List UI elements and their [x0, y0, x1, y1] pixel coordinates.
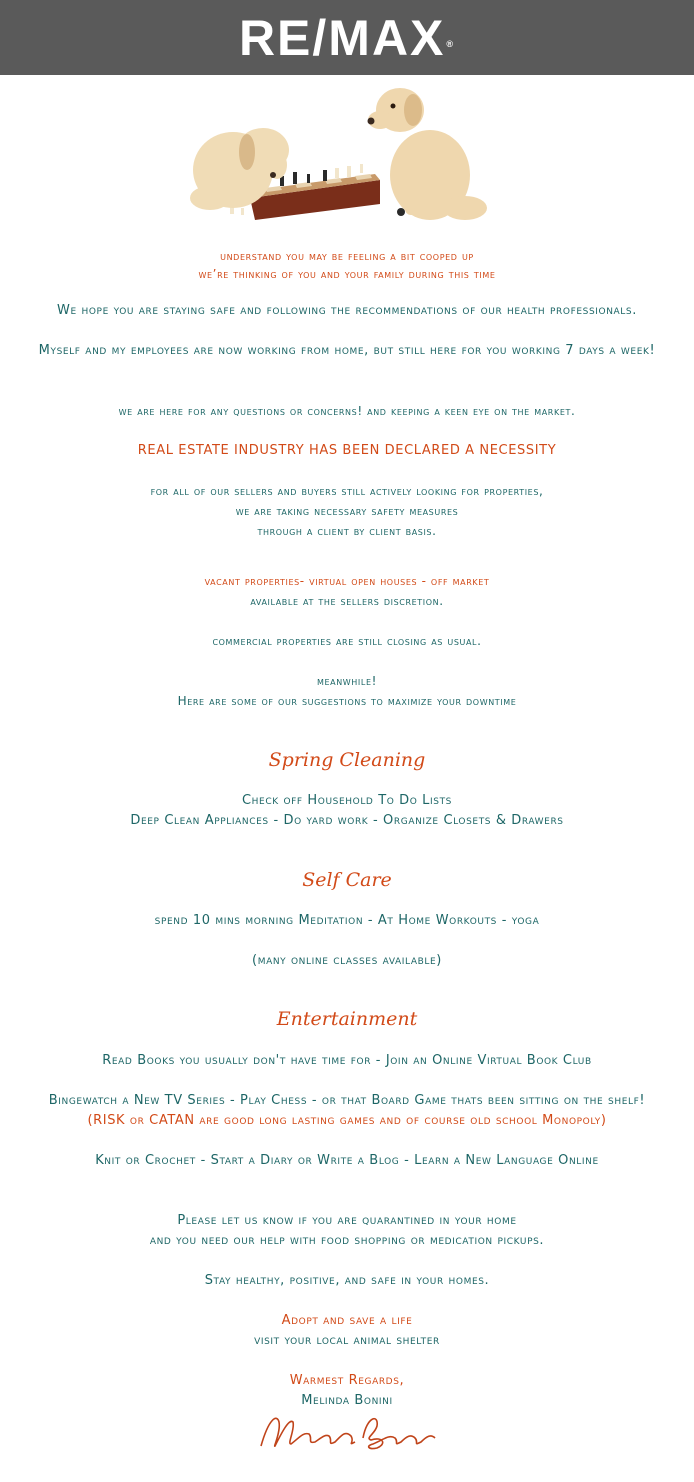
header-bar — [0, 0, 694, 75]
signature-image — [255, 1408, 445, 1458]
industry-line-1: for all of our sellers and buyers still actively looking for properties, — [150, 484, 544, 498]
logo-text: RE/MAX — [238, 10, 446, 66]
intro-line-2: we’re thinking of you and your family during this time — [198, 267, 496, 281]
adopt-line-2: visit your local animal shelter — [254, 1333, 440, 1348]
closing-line-1: Please let us know if you are quarantined in your home — [177, 1213, 517, 1228]
entertainment-title: Entertainment — [276, 1008, 418, 1030]
registered-mark: ® — [446, 39, 456, 49]
spring-line-2: Deep Clean Appliances - Do yard work - Organize Closets & Drawers — [130, 813, 564, 828]
closing-line-3: Stay healthy, positive, and safe in your homes. — [204, 1273, 490, 1288]
puppies-chess-image — [175, 80, 515, 230]
selfcare-line-2: (many online classes available) — [252, 953, 442, 968]
spring-line-1: Check off Household To Do Lists — [242, 793, 452, 808]
intro-line-5: we are here for any questions or concerns! and keeping a keen eye on the market. — [118, 404, 576, 418]
commercial-line: commercial properties are still closing as usual. — [212, 634, 482, 648]
intro-line-1: understand you may be feeling a bit cooped up — [220, 249, 474, 263]
entertainment-line-4: Knit or Crochet - Start a Diary or Write a Blog - Learn a New Language Online — [95, 1153, 599, 1168]
remax-logo[interactable] — [0, 8, 694, 68]
meanwhile-line-2: Here are some of our suggestions to maximize your downtime — [177, 694, 517, 708]
meanwhile-line-1: meanwhile! — [316, 674, 378, 688]
agent-name: Melinda Bonini — [301, 1393, 393, 1408]
closing-line-2: and you need our help with food shopping or medication pickups. — [149, 1233, 545, 1248]
regards-line: Warmest Regards, — [289, 1373, 405, 1388]
selfcare-line-1: spend 10 mins morning Meditation - At Home Workouts - yoga — [154, 913, 540, 928]
entertainment-line-2: Bingewatch a New TV Series - Play Chess - or that Board Game thats been sitting on the shelf! — [48, 1093, 646, 1108]
vacant-line-1: vacant properties- virtual open houses - off market — [204, 574, 490, 588]
industry-heading: REAL ESTATE INDUSTRY HAS BEEN DECLARED A NECESSITY — [137, 443, 557, 458]
entertainment-line-3: (RISK or CATAN are good long lasting games and of course old school Monopoly) — [87, 1113, 607, 1128]
spring-cleaning-title: Spring Cleaning — [268, 749, 426, 771]
entertainment-line-1: Read Books you usually don't have time for - Join an Online Virtual Book Club — [102, 1053, 592, 1068]
intro-line-3: We hope you are staying safe and following the recommendations of our health professionals. — [57, 303, 637, 318]
intro-line-4: Myself and my employees are now working from home, but still here for you working 7 days a week! — [38, 343, 656, 358]
vacant-line-2: available at the sellers discretion. — [250, 594, 444, 608]
self-care-title: Self Care — [302, 869, 392, 891]
industry-line-2: we are taking necessary safety measures — [235, 504, 459, 518]
industry-line-3: through a client by client basis. — [257, 524, 437, 538]
adopt-line-1: Adopt and save a life — [281, 1313, 413, 1328]
